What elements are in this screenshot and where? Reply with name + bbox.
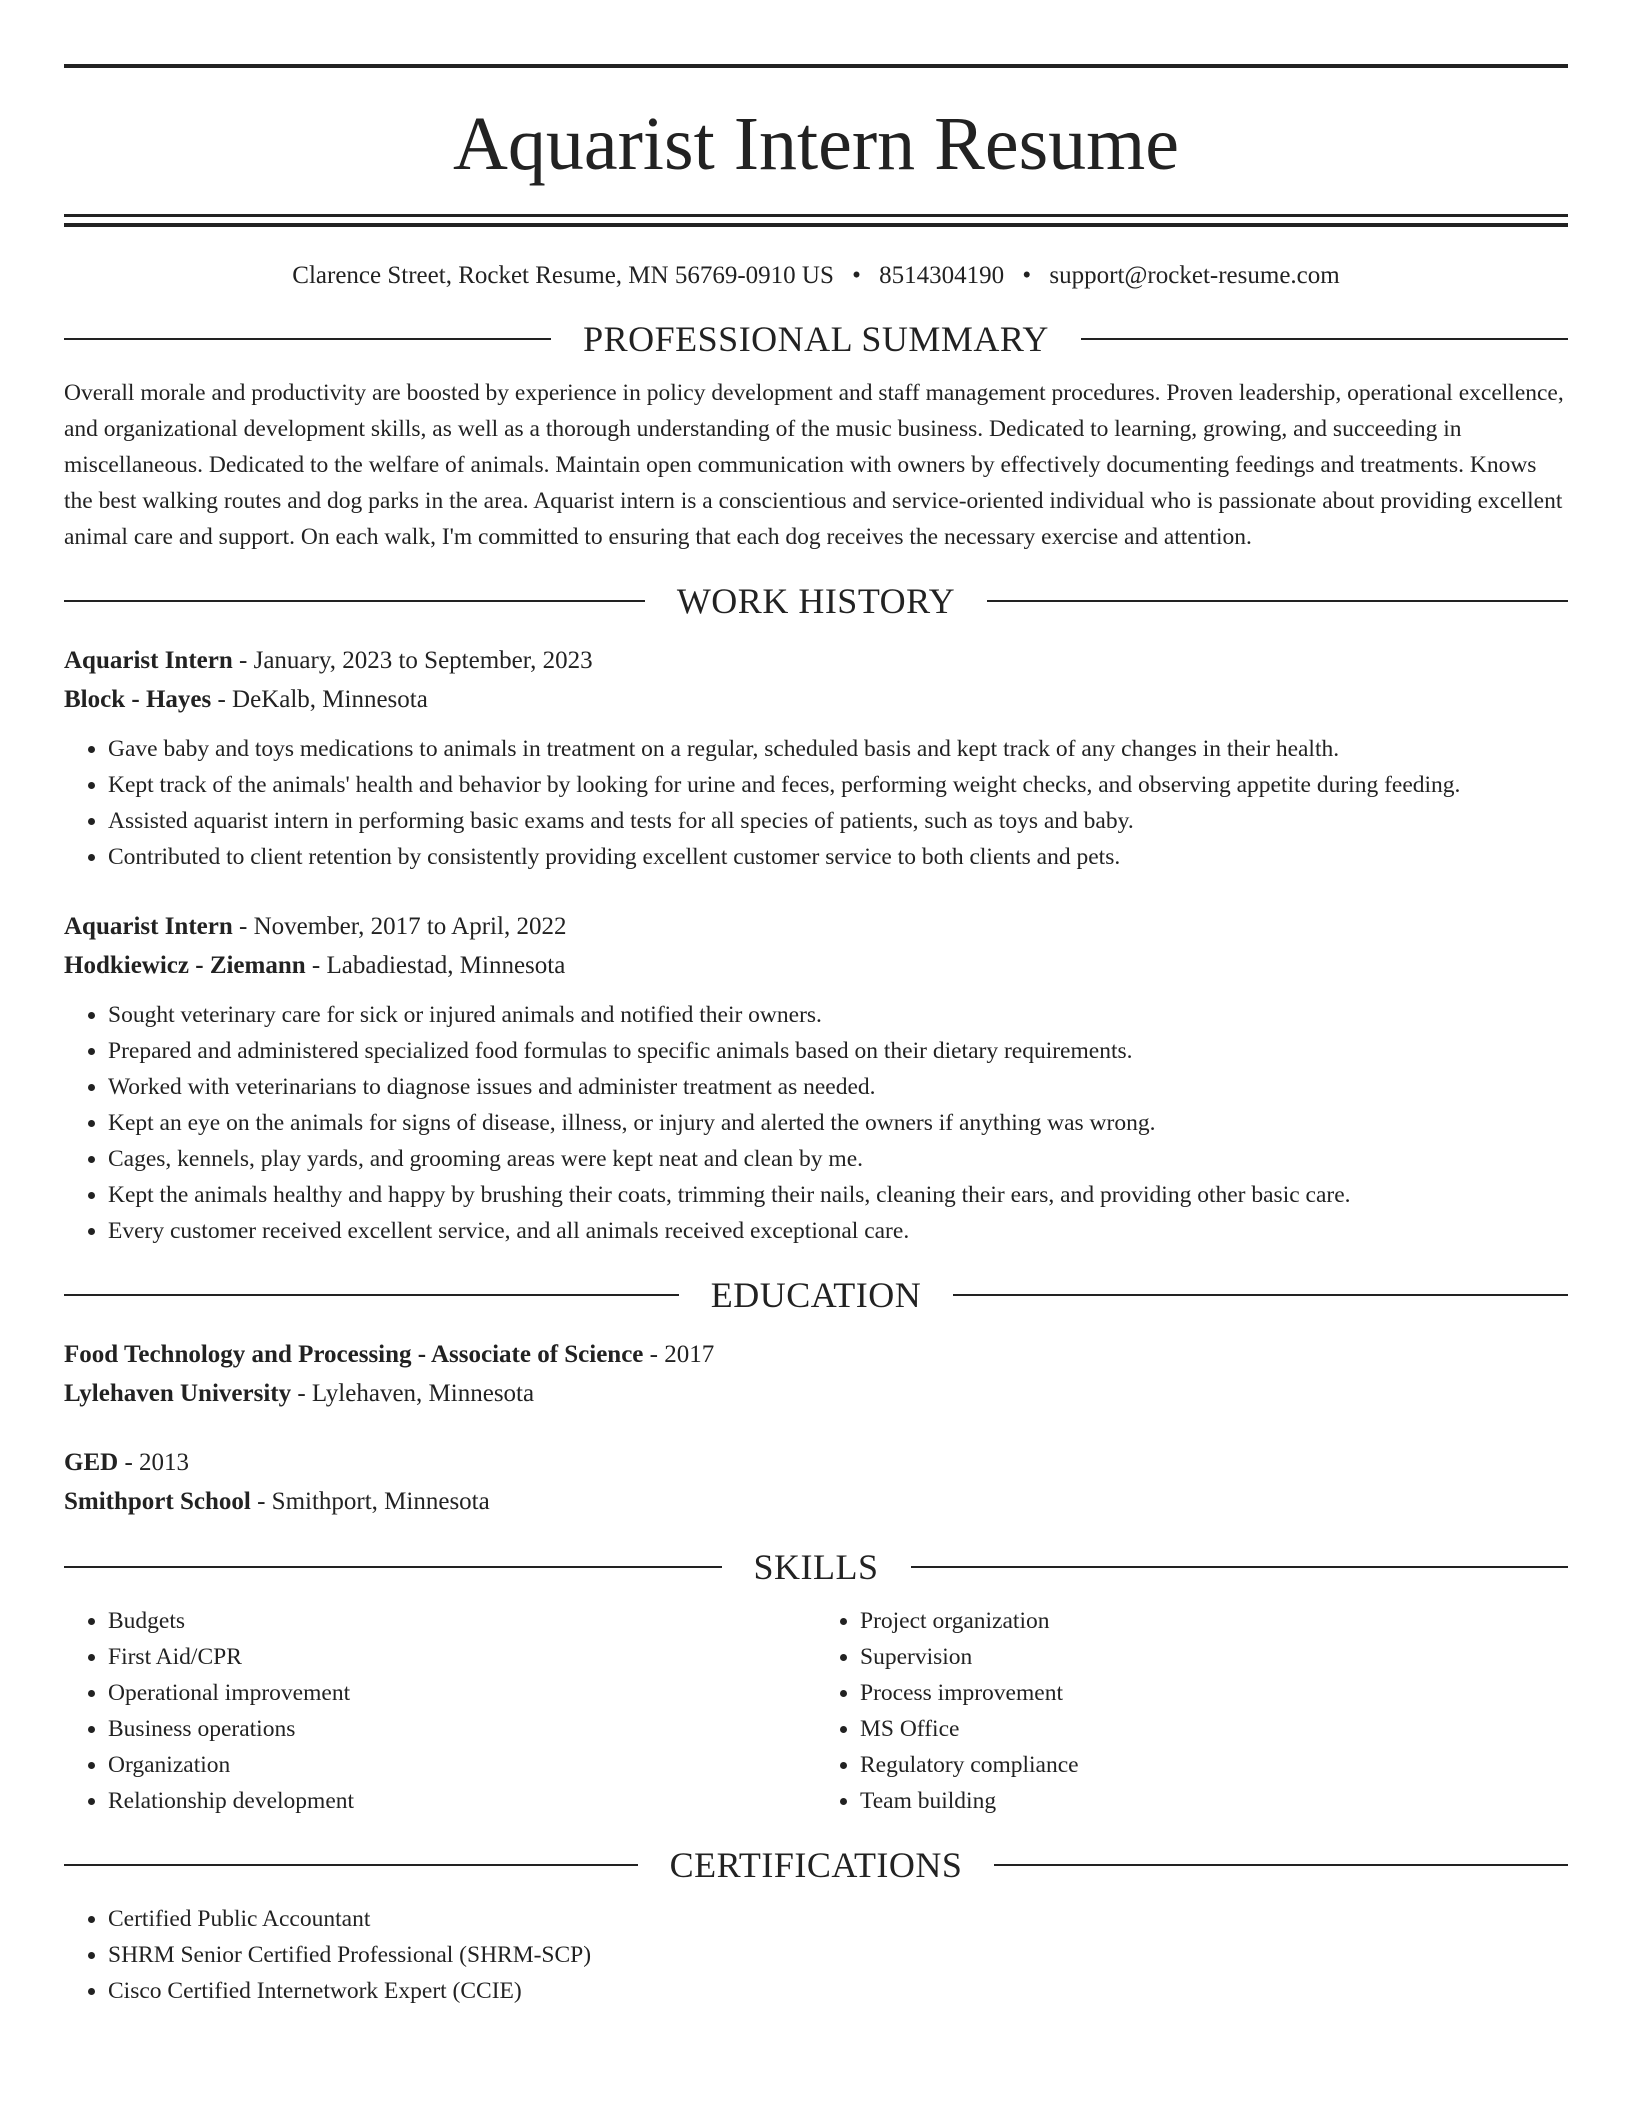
job-bullets xyxy=(64,997,1568,1249)
section-rule xyxy=(1081,338,1568,340)
contact-email: support@rocket-resume.com xyxy=(1049,262,1340,289)
section-title-skills: SKILLS xyxy=(753,1547,879,1587)
skill-item: • First Aid/CPR xyxy=(108,1639,816,1675)
job-bullet: • Every customer received excellent service, and all animals received exceptional care. xyxy=(108,1213,1568,1249)
job-bullets xyxy=(64,731,1568,875)
skill-item: • Organization xyxy=(108,1747,816,1783)
certification-item: • Cisco Certified Internetwork Expert (CCIE) xyxy=(108,1973,1568,2009)
education-degree: GED xyxy=(64,1449,119,1476)
job-company: Hodkiewicz - Ziemann xyxy=(64,952,306,979)
skills-list-right xyxy=(816,1603,1568,1819)
summary-text: Overall morale and productivity are boosted by experience in policy development and staff management procedures. Proven leadership, operational excellence, and organizational development skills, as well as a thorough understanding of the music business. Dedicated to learning, growing, and succeeding in miscellaneous. Dedicated to the welfare of animals. Maintain open communication with owners by effectively documenting feedings and treatments. Knows the best walking routes and dog parks in the area. Aquarist intern is a conscientious and service-oriented individual who is passionate about providing excellent animal care and support. On each walk, I'm committed to ensuring that each dog receives the necessary exercise and attention. xyxy=(64,380,1564,550)
job-bullet: • Kept the animals healthy and happy by brushing their coats, trimming their nails, cleaning their ears, and providing other basic care. xyxy=(108,1177,1568,1213)
top-rule xyxy=(64,64,1568,68)
section-rule xyxy=(953,1294,1568,1296)
job-bullet: • Kept an eye on the animals for signs of disease, illness, or injury and alerted the owners if anything was wrong. xyxy=(108,1105,1568,1141)
education-entry xyxy=(64,1443,1568,1521)
contact-line xyxy=(64,259,1568,293)
job-entry xyxy=(64,641,1568,875)
job-bullet: • Cages, kennels, play yards, and grooming areas were kept neat and clean by me. xyxy=(108,1141,1568,1177)
job-bullet: • Gave baby and toys medications to animals in treatment on a regular, scheduled basis and kept track of any changes in their health. xyxy=(108,731,1568,767)
section-header-skills xyxy=(64,1543,1568,1591)
job-title-line xyxy=(64,907,1568,946)
certifications-list xyxy=(64,1901,1568,2009)
section-rule xyxy=(64,338,551,340)
section-rule xyxy=(994,1864,1568,1866)
job-title: Aquarist Intern xyxy=(64,647,233,674)
job-location: - Labadiestad, Minnesota xyxy=(305,952,566,979)
section-rule xyxy=(64,1294,679,1296)
skills-list-left xyxy=(64,1603,816,1819)
certification-item: • Certified Public Accountant xyxy=(108,1901,1568,1937)
job-company-line xyxy=(64,946,1568,985)
job-dates: - January, 2023 to September, 2023 xyxy=(232,647,593,674)
contact-separator: • xyxy=(852,262,861,289)
contact-phone: 8514304190 xyxy=(879,262,1005,289)
section-rule xyxy=(64,1566,722,1568)
section-title-work: WORK HISTORY xyxy=(676,581,956,621)
education-degree-line xyxy=(64,1335,1568,1374)
certification-item: • SHRM Senior Certified Professional (SHRM-SCP) xyxy=(108,1937,1568,1973)
section-header-certifications xyxy=(64,1841,1568,1889)
skills-columns xyxy=(64,1603,1568,1819)
section-header-education xyxy=(64,1271,1568,1319)
education-school: Smithport School xyxy=(64,1488,251,1515)
contact-separator: • xyxy=(1022,262,1032,289)
section-header-work xyxy=(64,577,1568,625)
education-degree: Food Technology and Processing - Associate of Science xyxy=(64,1341,644,1368)
resume-title: Aquarist Intern Resume xyxy=(452,102,1180,186)
job-entry xyxy=(64,907,1568,1249)
section-title-education: EDUCATION xyxy=(710,1275,922,1315)
skill-item: • Relationship development xyxy=(108,1783,816,1819)
section-header-summary xyxy=(64,315,1568,363)
section-rule xyxy=(64,600,645,602)
section-title-certifications: CERTIFICATIONS xyxy=(669,1845,963,1885)
education-school: Lylehaven University xyxy=(64,1380,292,1407)
skill-item: • MS Office xyxy=(860,1711,1568,1747)
skill-item: • Project organization xyxy=(860,1603,1568,1639)
skill-item: • Budgets xyxy=(108,1603,816,1639)
section-title-summary: PROFESSIONAL SUMMARY xyxy=(583,319,1049,359)
job-title-line xyxy=(64,641,1568,680)
section-rule xyxy=(64,1864,638,1866)
education-year: - 2017 xyxy=(643,1341,715,1368)
education-year: - 2013 xyxy=(118,1449,190,1476)
education-school-line xyxy=(64,1374,1568,1413)
job-bullet: • Worked with veterinarians to diagnose issues and administer treatment as needed. xyxy=(108,1069,1568,1105)
title-double-rule xyxy=(64,214,1568,227)
skill-item: • Team building xyxy=(860,1783,1568,1819)
skill-item: • Operational improvement xyxy=(108,1675,816,1711)
skill-item: • Regulatory compliance xyxy=(860,1747,1568,1783)
job-company-line xyxy=(64,680,1568,719)
job-bullet: • Assisted aquarist intern in performing basic exams and tests for all species of patients, such as toys and baby. xyxy=(108,803,1568,839)
job-dates: - November, 2017 to April, 2022 xyxy=(232,913,567,940)
skill-item: • Business operations xyxy=(108,1711,816,1747)
education-location: - Lylehaven, Minnesota xyxy=(291,1380,535,1407)
education-entry xyxy=(64,1335,1568,1413)
resume-page xyxy=(64,64,1568,2009)
education-school-line xyxy=(64,1482,1568,1521)
job-bullet: • Prepared and administered specialized food formulas to specific animals based on their dietary requirements. xyxy=(108,1033,1568,1069)
skill-item: • Supervision xyxy=(860,1639,1568,1675)
job-location: - DeKalb, Minnesota xyxy=(211,686,428,713)
job-bullet: • Sought veterinary care for sick or injured animals and notified their owners. xyxy=(108,997,1568,1033)
education-degree-line xyxy=(64,1443,1568,1482)
job-title: Aquarist Intern xyxy=(64,913,233,940)
section-rule xyxy=(987,600,1568,602)
education-location: - Smithport, Minnesota xyxy=(250,1488,490,1515)
section-rule xyxy=(911,1566,1569,1568)
contact-address: Clarence Street, Rocket Resume, MN 56769-0910 US xyxy=(292,262,834,289)
job-company: Block - Hayes xyxy=(64,686,212,713)
skill-item: • Process improvement xyxy=(860,1675,1568,1711)
job-bullet: • Contributed to client retention by consistently providing excellent customer service to both clients and pets. xyxy=(108,839,1568,875)
job-bullet: • Kept track of the animals' health and behavior by looking for urine and feces, performing weight checks, and observing appetite during feeding. xyxy=(108,767,1568,803)
